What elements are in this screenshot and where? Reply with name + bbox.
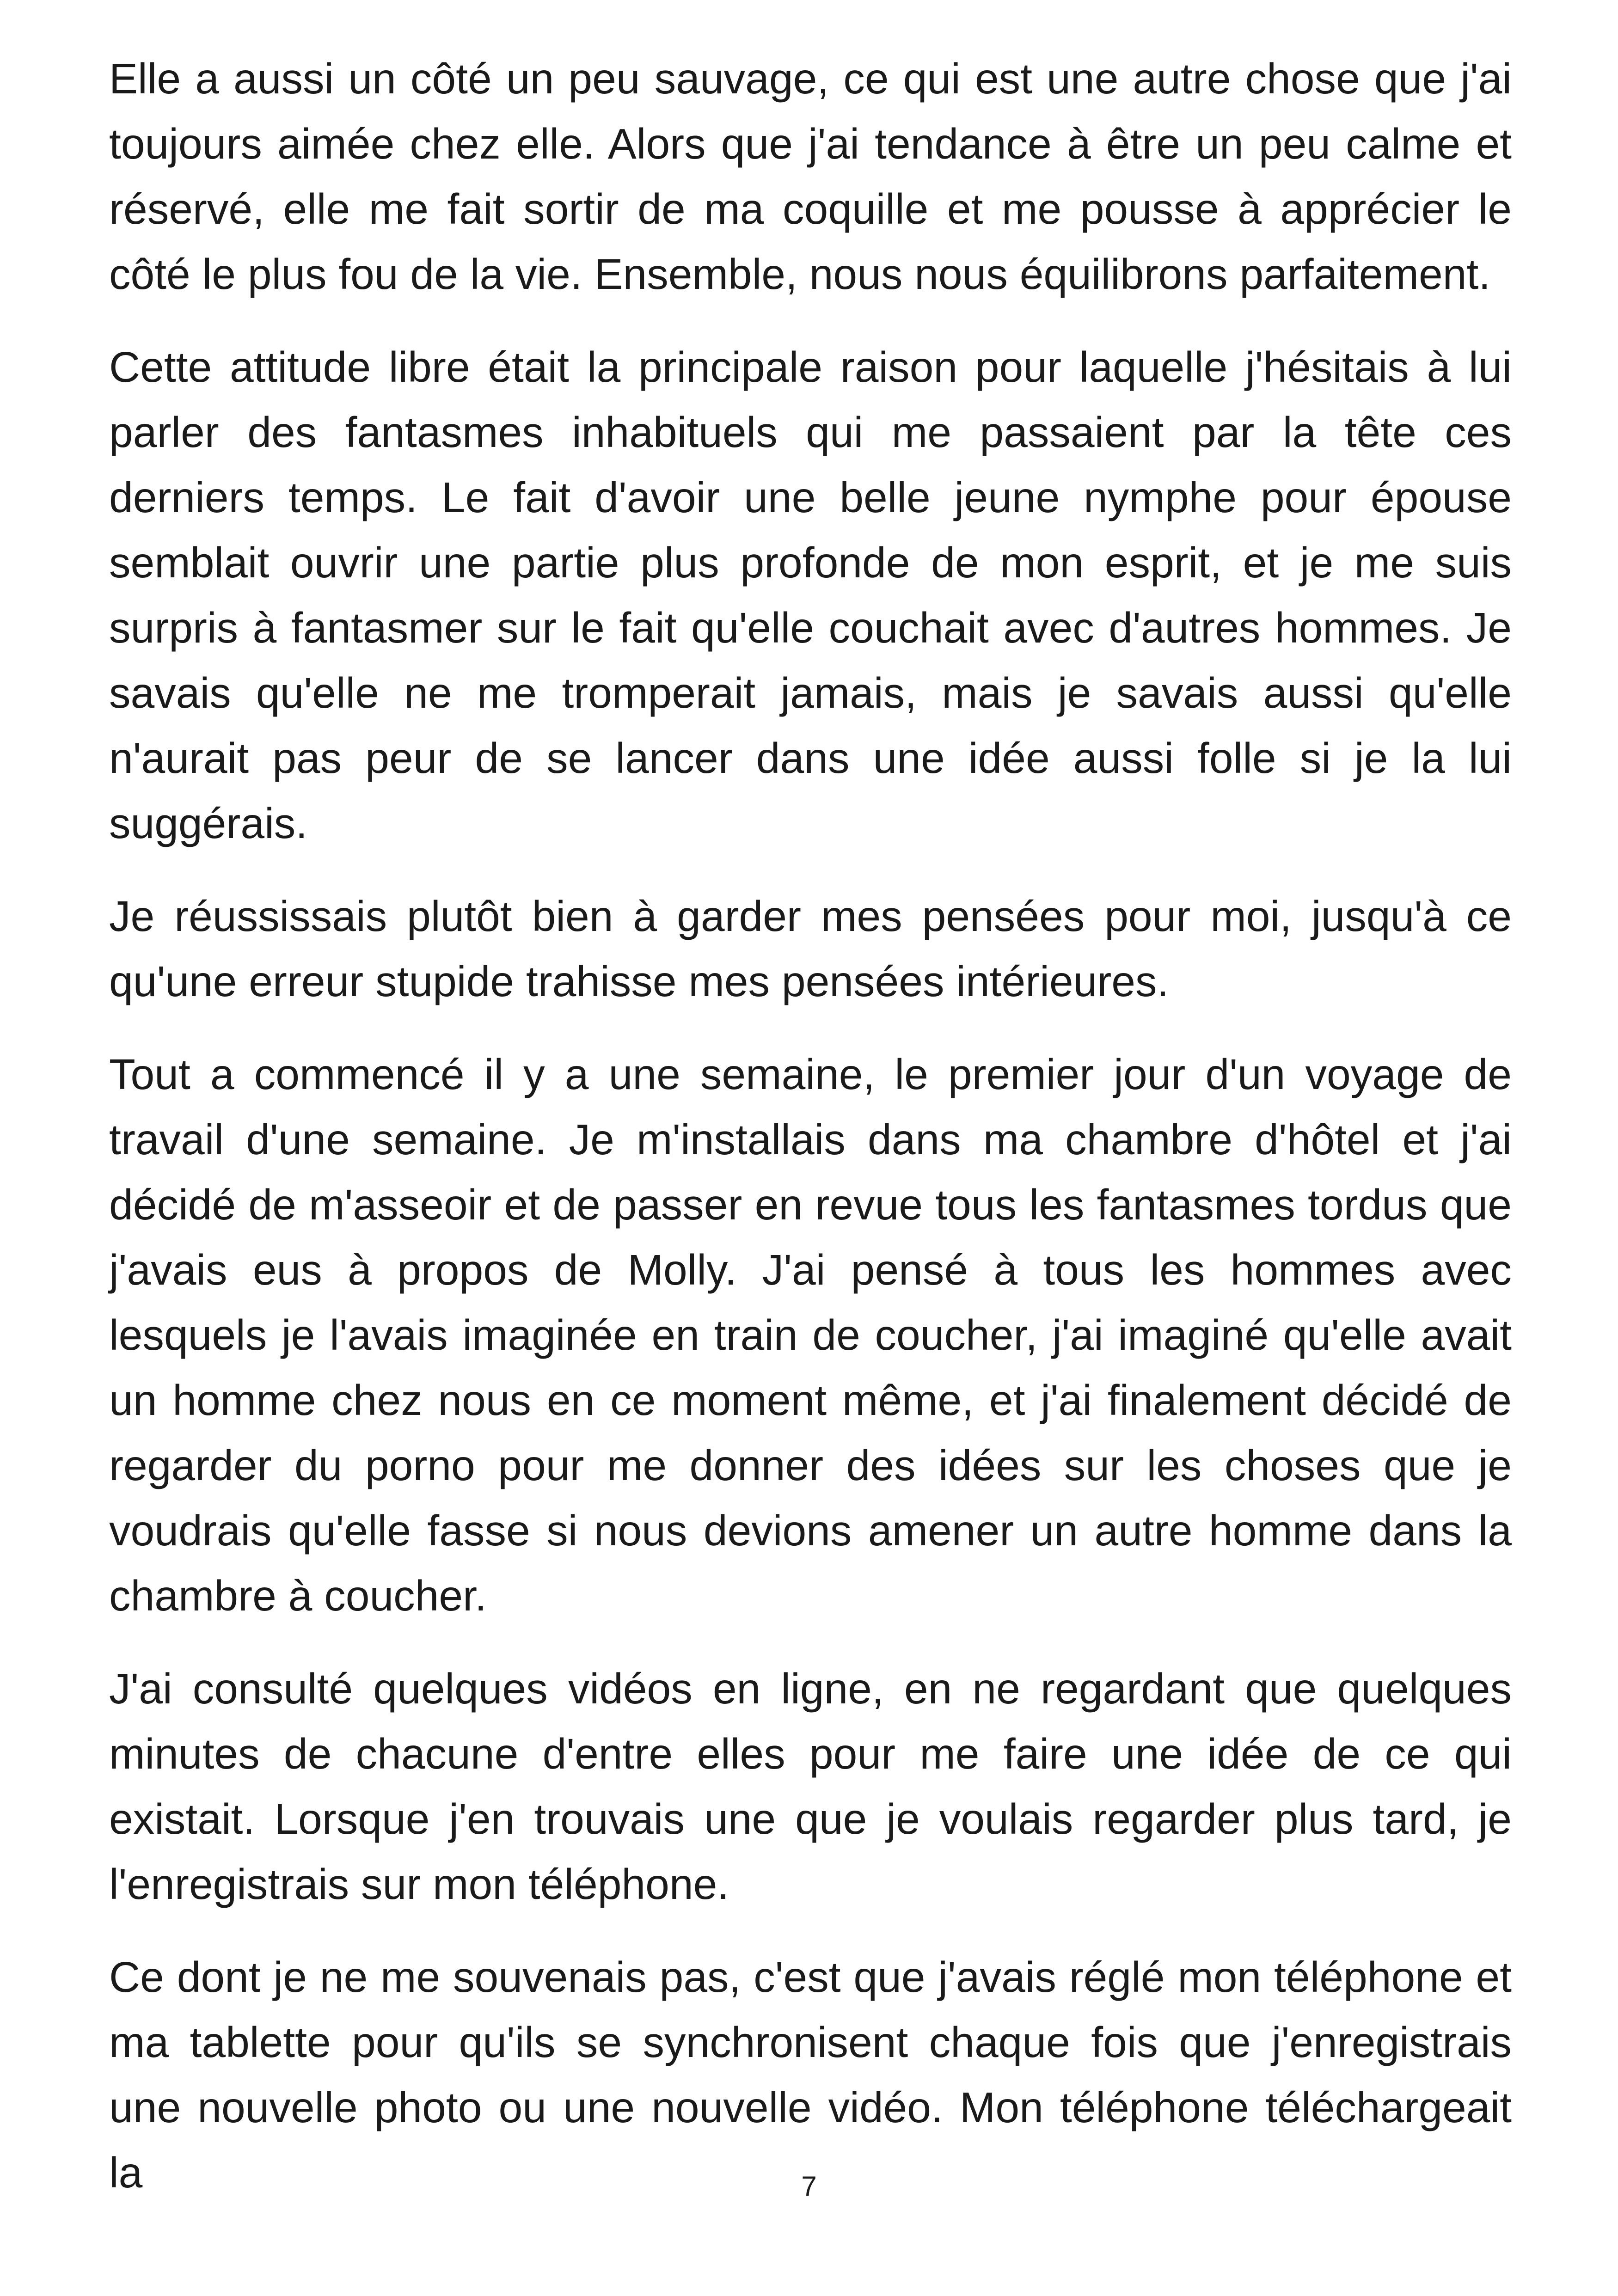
paragraph-4: Tout a commencé il y a une semaine, le premier jour d'un voyage de travail d'une semaine. Je m'installais dans ma chambre d'hôtel et j'ai décidé de m'asseoir et de passer en revue tous les fantasmes tordus que j'avais eus à propos de Molly. J'ai pensé à tous les hommes avec lesquels je l'avais imaginée en train de coucher, j'ai imaginé qu'elle avait un homme chez nous en ce moment même, et j'ai finalement décidé de regarder du porno pour me donner des idées sur les choses que je voudrais qu'elle fasse si nous devions amener un autre homme dans la chambre à coucher.: [109, 1050, 1512, 1620]
paragraph-6: Ce dont je ne me souvenais pas, c'est que j'avais réglé mon téléphone et ma tablette pour qu'ils se synchronisent chaque fois que j'enregistrais une nouvelle photo ou une nouvelle vidéo. Mon téléphone téléchargeait la: [109, 1953, 1512, 2197]
paragraph-1: Elle a aussi un côté un peu sauvage, ce qui est une autre chose que j'ai toujours aimée chez elle. Alors que j'ai tendance à être un peu calme et réservé, elle me fait sortir de ma coquille et me pousse à apprécier le côté le plus fou de la vie. Ensemble, nous nous équilibrons parfaitement.: [109, 55, 1512, 298]
paragraph-2: Cette attitude libre était la principale raison pour laquelle j'hésitais à lui parler des fantasmes inhabituels qui me passaient par la tête ces derniers temps. Le fait d'avoir une belle jeune nymphe pour épouse semblait ouvrir une partie plus profonde de mon esprit, et je me suis surpris à fantasmer sur le fait qu'elle couchait avec d'autres hommes. Je savais qu'elle ne me tromperait jamais, mais je savais aussi qu'elle n'aurait pas peur de se lancer dans une idée aussi folle si je la lui suggérais.: [109, 343, 1512, 847]
body-text: [109, 46, 1512, 2233]
page-number: 7: [801, 2171, 817, 2202]
paragraph-3: Je réussissais plutôt bien à garder mes pensées pour moi, jusqu'à ce qu'une erreur stupide trahisse mes pensées intérieures.: [109, 892, 1512, 1005]
paragraph-5: J'ai consulté quelques vidéos en ligne, en ne regardant que quelques minutes de chacune d'entre elles pour me faire une idée de ce qui existait. Lorsque j'en trouvais une que je voulais regarder plus tard, je l'enregistrais sur mon téléphone.: [109, 1665, 1512, 1908]
